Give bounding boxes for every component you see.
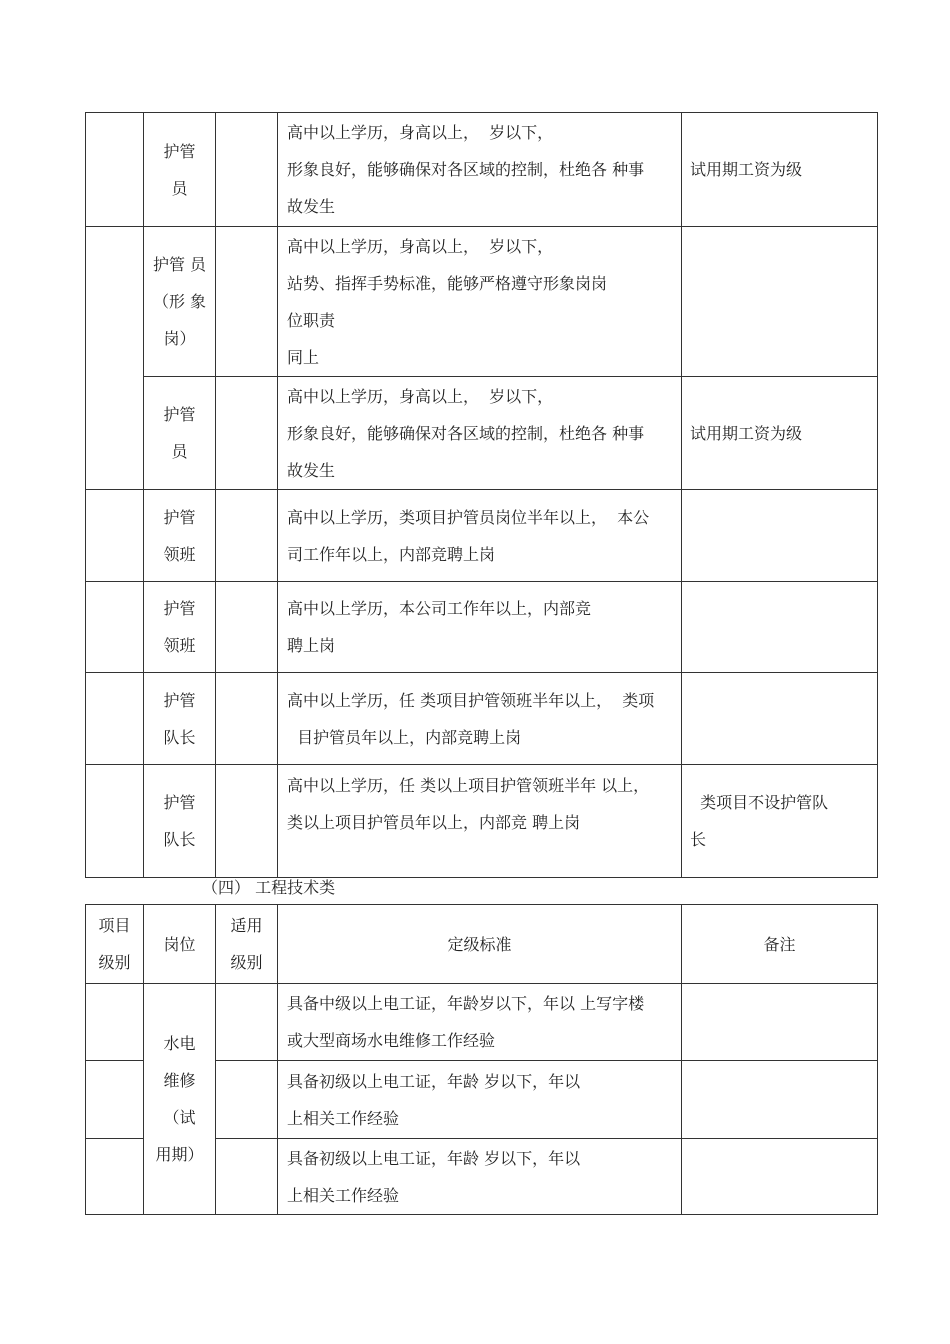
- position-cell: [144, 673, 216, 765]
- standard-text: 形象良好，能够确保对各区域的控制，杜绝各 种事: [287, 160, 645, 179]
- applicable-level-cell: [216, 765, 278, 878]
- position-text: 护管: [163, 793, 196, 812]
- standard-text: 具备初级以上电工证，年龄 岁以下，年以: [287, 1071, 581, 1091]
- position-text: 员: [171, 178, 188, 198]
- remark-text: 试用期工资为级: [690, 160, 803, 179]
- remark-cell: [682, 113, 878, 227]
- standard-text: 具备初级以上电工证，年龄 岁以下，年以: [287, 1148, 581, 1168]
- position-text: 护管 员: [152, 255, 207, 274]
- remark-cell: [682, 1061, 878, 1139]
- position-text: 护管: [163, 141, 196, 161]
- table-row: [86, 490, 878, 582]
- standard-text: 高中以上学历，任 类以上项目护管领班半年 以上，: [287, 776, 650, 795]
- table-row: [86, 673, 878, 765]
- level-cell: [86, 1139, 144, 1215]
- table-row: [86, 984, 878, 1061]
- table-row: [86, 113, 878, 227]
- standard-cell: [278, 673, 682, 765]
- section-title: （四） 工程技术类: [202, 878, 336, 897]
- table-row: [86, 582, 878, 673]
- applicable-level-cell: [216, 673, 278, 765]
- applicable-level-cell: [216, 227, 278, 377]
- applicable-level-cell: [216, 984, 278, 1061]
- level-cell: [86, 1061, 144, 1139]
- standard-cell: [278, 490, 682, 582]
- remark-text: 类项目不设护管队: [690, 793, 829, 812]
- table-header-row: [86, 905, 878, 984]
- standard-text: 高中以上学历，身高以上， 岁以下，: [287, 386, 554, 406]
- position-text: 护管: [163, 507, 196, 527]
- standard-text: 目护管员年以上，内部竞聘上岗: [287, 727, 522, 747]
- position-cell: [144, 377, 216, 490]
- remark-cell: [682, 377, 878, 490]
- position-table-security: [85, 112, 878, 878]
- level-cell: [86, 984, 144, 1061]
- standard-text: 高中以上学历，类项目护管员岗位半年以上， 本公: [287, 507, 650, 527]
- remark-cell: [682, 673, 878, 765]
- level-cell: [86, 490, 144, 582]
- position-cell: [144, 582, 216, 673]
- position-table-engineering: [85, 904, 878, 1215]
- standard-text: 司工作年以上，内部竞聘上岗: [287, 544, 496, 564]
- table-row: [86, 377, 878, 490]
- header-standard: 定级标准: [278, 905, 682, 984]
- applicable-level-cell: [216, 1061, 278, 1139]
- remark-cell: [682, 490, 878, 582]
- remark-cell: [682, 984, 878, 1061]
- position-cell: 水电 维修 （试 用期）: [144, 984, 216, 1215]
- standard-text: 上相关工作经验: [287, 1185, 400, 1205]
- level-cell: [86, 113, 144, 227]
- standard-cell: [278, 582, 682, 673]
- remark-text: 长: [690, 830, 707, 849]
- standard-text: 高中以上学历，身高以上， 岁以下，: [287, 123, 554, 142]
- position-text: 队长: [163, 830, 196, 849]
- header-remark: 备注: [682, 905, 878, 984]
- standard-text: 聘上岗: [287, 636, 336, 655]
- applicable-level-cell: [216, 113, 278, 227]
- standard-text: 同上: [287, 347, 320, 367]
- position-text: （形 象: [152, 292, 207, 311]
- position-text: 岗）: [163, 329, 196, 348]
- standard-text: 故发生: [287, 197, 336, 216]
- level-cell: [86, 227, 144, 490]
- standard-cell: [278, 984, 682, 1061]
- standard-cell: [278, 1061, 682, 1139]
- position-cell: [144, 113, 216, 227]
- header-project-level: 项目 级别: [86, 905, 144, 984]
- standard-text: 形象良好，能够确保对各区域的控制，杜绝各 种事: [287, 423, 645, 443]
- position-cell: [144, 227, 216, 377]
- table-row: [86, 227, 878, 377]
- header-applicable-level: 适用 级别: [216, 905, 278, 984]
- applicable-level-cell: [216, 1139, 278, 1215]
- remark-text: 试用期工资为级: [690, 423, 803, 443]
- standard-text: 类以上项目护管员年以上，内部竞 聘上岗: [287, 813, 581, 832]
- position-cell: [144, 490, 216, 582]
- remark-cell: [682, 582, 878, 673]
- standard-text: 高中以上学历，本公司工作年以上，内部竞: [287, 599, 592, 618]
- remark-cell: [682, 227, 878, 377]
- standard-cell: [278, 1139, 682, 1215]
- standard-text: 高中以上学历，身高以上， 岁以下，: [287, 236, 554, 256]
- standard-text: 具备中级以上电工证，年龄岁以下，年以 上写字楼: [287, 994, 645, 1013]
- standard-cell: [278, 113, 682, 227]
- standard-cell: [278, 765, 682, 878]
- position-text: 队长: [163, 727, 196, 747]
- level-cell: [86, 582, 144, 673]
- applicable-level-cell: [216, 377, 278, 490]
- standard-text: 故发生: [287, 460, 336, 480]
- standard-cell: [278, 377, 682, 490]
- applicable-level-cell: [216, 582, 278, 673]
- level-cell: [86, 765, 144, 878]
- position-text: 领班: [163, 636, 196, 655]
- remark-cell: [682, 1139, 878, 1215]
- level-cell: [86, 673, 144, 765]
- position-cell: [144, 765, 216, 878]
- standard-text: 站势、指挥手势标准，能够严格遵守形象岗岗: [287, 273, 608, 293]
- position-text: 领班: [163, 544, 196, 564]
- standard-text: 高中以上学历，任 类项目护管领班半年以上， 类项: [287, 690, 655, 710]
- standard-text: 上相关工作经验: [287, 1108, 400, 1128]
- position-text: 护管: [163, 405, 196, 424]
- remark-cell: [682, 765, 878, 878]
- standard-text: 或大型商场水电维修工作经验: [287, 1031, 496, 1050]
- position-text: 护管: [163, 690, 196, 710]
- position-text: 护管: [163, 599, 196, 618]
- standard-text: 位职责: [287, 310, 336, 330]
- standard-cell: [278, 227, 682, 377]
- position-text: 员: [171, 442, 188, 461]
- table-row: [86, 765, 878, 878]
- header-position: 岗位: [144, 905, 216, 984]
- applicable-level-cell: [216, 490, 278, 582]
